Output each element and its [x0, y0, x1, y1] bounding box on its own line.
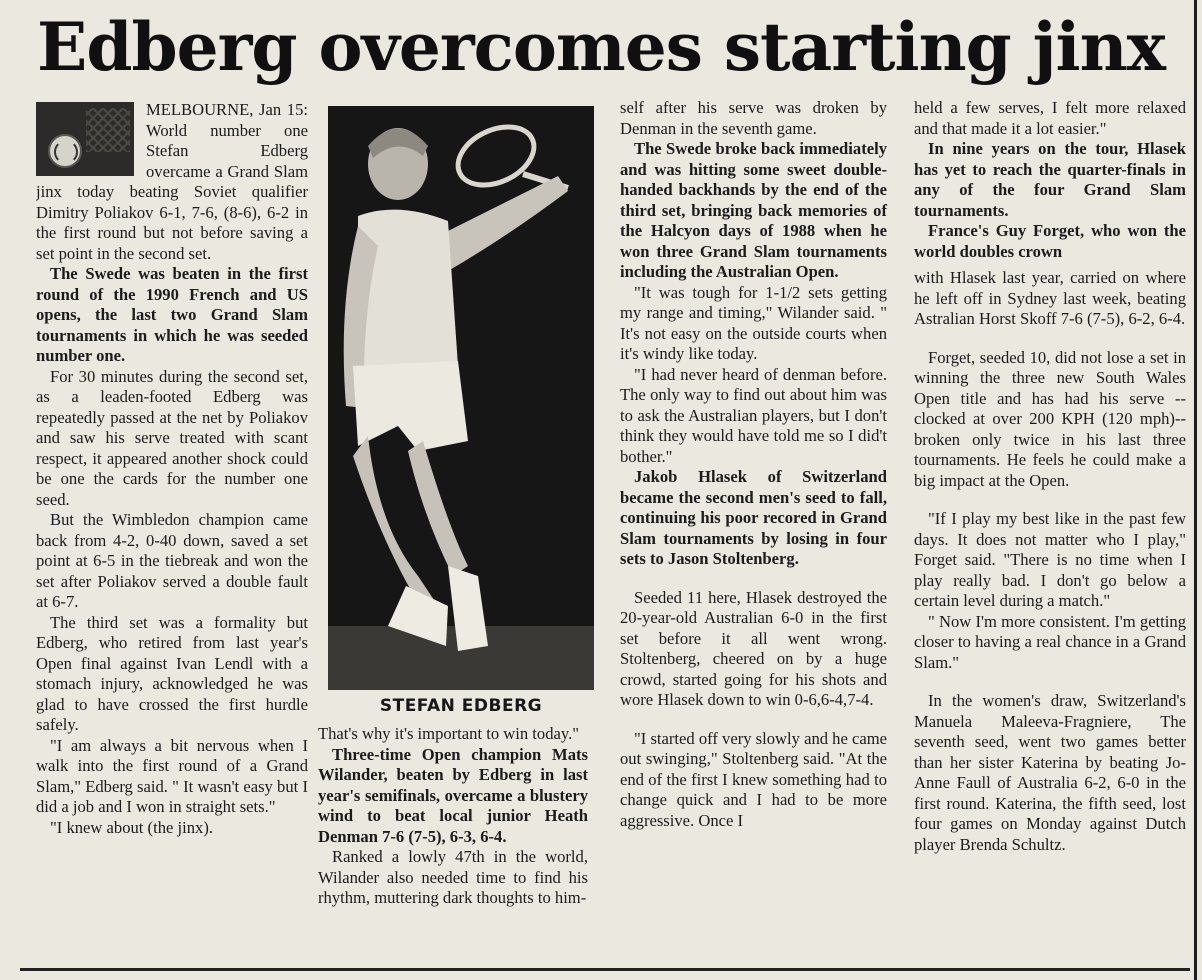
- article-paragraph: "I am always a bit nervous when I walk into the first round of a Grand Slam," Edberg said. " It wasn't easy but I did a job and I won in straight sets.": [36, 735, 308, 816]
- article-paragraph: Jakob Hlasek of Switzerland became the second men's seed to fall, continuing his poor recored in Grand Slam tournaments by losing in four sets to Jason Stoltenberg.: [620, 467, 887, 568]
- article-paragraph: In nine years on the tour, Hlasek has yet to reach the quarter-finals in any of the four Grand Slam tournaments.: [914, 139, 1186, 220]
- article-paragraph: " Now I'm more consistent. I'm getting closer to having a real chance in a Grand Slam.": [914, 611, 1186, 672]
- column-2: [318, 724, 588, 909]
- article-paragraph: "I started off very slowly and he came out swinging," Stoltenberg said. "At the end of the first I knew something had to change quick and I had to be more aggressive. Once I: [620, 728, 887, 830]
- article-paragraph: France's Guy Forget, who won the world doubles crown: [914, 221, 1186, 261]
- article-paragraph: The Swede was beaten in the first round of the 1990 French and US opens, the last two Grand Slam tournaments in which he was seeded number one.: [36, 264, 308, 365]
- article-paragraph: self after his serve was droken by Denman in the seventh game.: [620, 98, 887, 138]
- article-paragraph: For 30 minutes during the second set, as a leaden-footed Edberg was repeatedly passed at the net by Poliakov and saw his serve treated with scant respect, it appeared another shock could be one the cards for the number one seed.: [36, 366, 308, 509]
- column-4: [914, 98, 1186, 855]
- tennis-player-silhouette: [328, 106, 594, 690]
- article-paragraph: "It was tough for 1-1/2 sets getting my range and timing," Wilander said. " It's not easy on the outside courts when it's windy like today.: [620, 282, 887, 363]
- article-paragraph: The third set was a formality but Edberg, who retired from last year's Open final against Ivan Lendl with a stomach injury, acknowledged he was glad to have crossed the first hurdle safely.: [36, 612, 308, 734]
- article-paragraph: But the Wimbledon champion came back from 4-2, 0-40 down, saved a set point at 6-5 in the tiebreak and won the set after Poliakov served a double fault at 6-7.: [36, 510, 308, 611]
- article-paragraph: "If I play my best like in the past few days. It does not matter who I play," Forget said. "There is no time when I play really bad. I don't go below a certain level during a match.": [914, 509, 1186, 610]
- article-paragraph: In the women's draw, Switzerland's Manuela Maleeva-Fragniere, The seventh seed, went two games better than her sister Katerina by beating Jo-Anne Faull of Australia 6-2, 6-0 in the first round. Katerina, the fifth seed, lost four games on Monday against Dutch player Brenda Schultz.: [914, 691, 1186, 854]
- article-paragraph: The Swede broke back immediately and was hitting some sweet double-handed backhands by the end of the third set, bringing back memories of the Halcyon days of 1988 when he won three Grand Slam tournaments including the Australian Open.: [620, 139, 887, 281]
- tennis-ball-icon: [36, 102, 134, 176]
- article-paragraph: Ranked a lowly 47th in the world, Wilander also needed time to find his rhythm, muttering dark thoughts to him-: [318, 847, 588, 907]
- headline: Edberg overcomes starting jinx: [37, 8, 1165, 86]
- dateline-paragraph: MELBOURNE, Jan 15: World number one Stefan Edberg overcame a Grand Slam jinx today beating Soviet qualifier Dimitry Poliakov 6-1, 7-6, (8-6), 6-2 in the first round but not before saving a set point in the second set.: [36, 100, 308, 263]
- bottom-rule: [20, 968, 1190, 971]
- player-photo: [328, 106, 594, 690]
- article-paragraph: with Hlasek last year, carried on where he left off in Sydney last week, beating Astralian Horst Skoff 7-6 (7-5), 6-2, 6-4.: [914, 268, 1186, 328]
- column-1: [36, 100, 308, 838]
- photo-caption: STEFAN EDBERG: [379, 696, 543, 716]
- article-paragraph: Seeded 11 here, Hlasek destroyed the 20-year-old Australian 6-0 in the first set before it all went wrong. Stoltenberg, cheered on by a huge crowd, started going for his shots and wore Hlasek down to win 0-6,6-4,7-4.: [620, 587, 887, 709]
- article-paragraph: That's why it's important to win today.": [318, 724, 580, 743]
- article-paragraph: Three-time Open champion Mats Wilander, beaten by Edberg in last year's semifinals, overcame a blustery wind to beat local junior Heath Denman 7-6 (7-5), 6-3, 6-4.: [318, 744, 588, 846]
- column-3: [620, 98, 887, 831]
- article-paragraph: held a few serves, I felt more relaxed and that made it a lot easier.": [914, 98, 1186, 138]
- article-paragraph: "I had never heard of denman before. The only way to find out about him was to ask the Australian players, but I don't think they would have told me so I did't bother.": [620, 364, 887, 466]
- right-edge-rule: [1194, 0, 1197, 980]
- article-paragraph: "I knew about (the jinx).: [50, 817, 213, 837]
- article-paragraph: Forget, seeded 10, did not lose a set in winning the three new South Wales Open title and has had his serve -- clocked at over 200 KPH (120 mph)-- broken only twice in his last three tournaments. He feels he could make a big impact at the Open.: [914, 347, 1186, 490]
